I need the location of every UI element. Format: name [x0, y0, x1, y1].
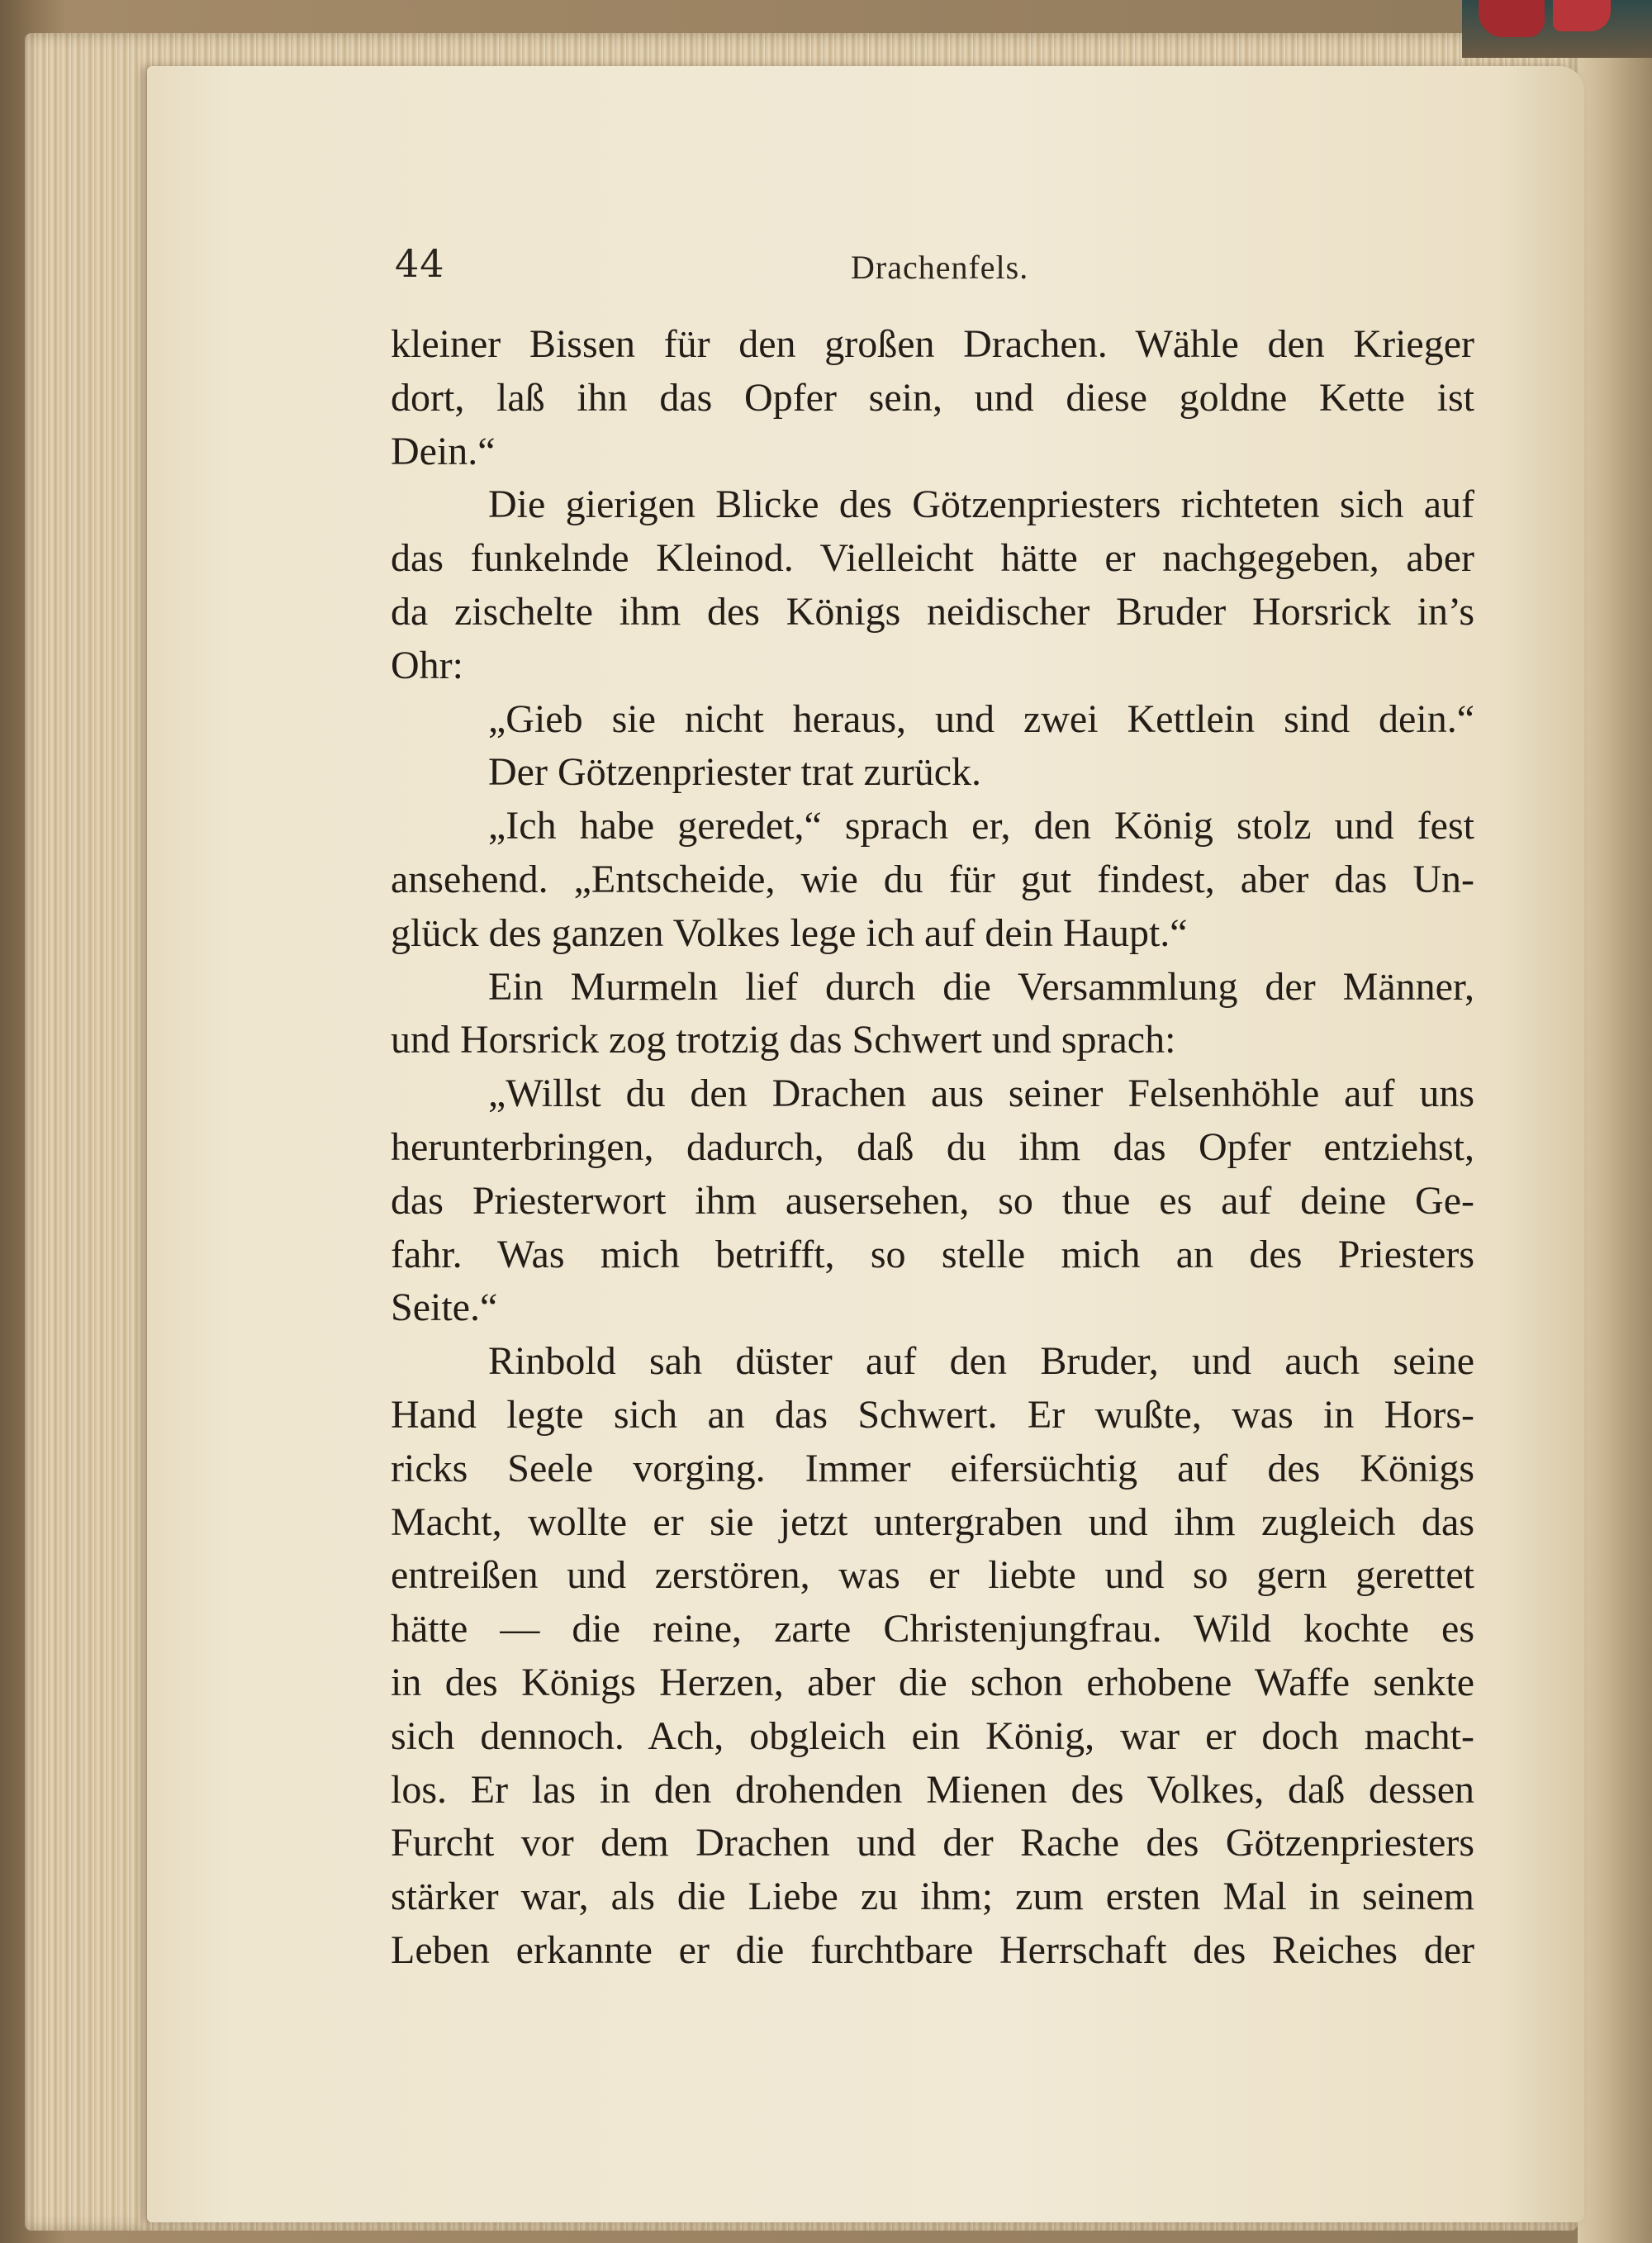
- text-line: in des Königs Herzen, aber die schon erhobene Waffe senkte: [391, 1660, 1474, 1704]
- text-line: Seite.“: [391, 1285, 498, 1330]
- text-line: Die gierigen Blicke des Götzenpriesters richteten sich auf: [488, 482, 1474, 527]
- text-line: Hand legte sich an das Schwert. Er wußte, was in Hors-: [391, 1392, 1474, 1437]
- text-line: herunterbringen, dadurch, daß du ihm das Opfer entziehst,: [391, 1124, 1474, 1169]
- text-line: Macht, wollte er sie jetzt untergraben und ihm zugleich das: [391, 1499, 1474, 1544]
- bookmark-ribbon: [1479, 0, 1545, 37]
- text-line: hätte — die reine, zarte Christenjungfrau. Wild kochte es: [391, 1607, 1474, 1651]
- text-line: Furcht vor dem Drachen und der Rache des Götzenpriesters: [391, 1821, 1474, 1865]
- page-number: 44: [395, 241, 445, 286]
- text-line: das Priesterwort ihm ausersehen, so thue es auf deine Ge-: [391, 1178, 1474, 1223]
- text-line: sich dennoch. Ach, obgleich ein König, war er doch macht-: [391, 1713, 1474, 1758]
- text-line: stärker war, als die Liebe zu ihm; zum ersten Mal in seinem: [391, 1875, 1474, 1919]
- text-line: und Horsrick zog trotzig das Schwert und sprach:: [391, 1018, 1176, 1062]
- right-page-edge: [1578, 0, 1652, 2243]
- body-text: [391, 318, 1474, 1978]
- text-line: kleiner Bissen für den großen Drachen. Wähle den Krieger: [391, 322, 1474, 366]
- text-line: dort, laß ihn das Opfer sein, und diese goldne Kette ist: [391, 375, 1474, 420]
- text-line: Ein Murmeln lief durch die Versammlung der Männer,: [488, 964, 1474, 1009]
- running-title: Drachenfels.: [851, 249, 1029, 286]
- text-line: Leben erkannte er die furchtbare Herrschaft des Reiches der: [391, 1927, 1474, 1972]
- text-line: entreißen und zerstören, was er liebte und so gern gerettet: [391, 1553, 1474, 1598]
- text-line: fahr. Was mich betrifft, so stelle mich an des Priesters: [391, 1232, 1474, 1276]
- bookmark-ribbon-fold: [1553, 0, 1611, 31]
- text-line: „Willst du den Drachen aus seiner Felsenhöhle auf uns: [488, 1072, 1474, 1116]
- text-line: da zischelte ihm des Königs neidischer Bruder Horsrick in’s: [391, 589, 1474, 634]
- text-line: ansehend. „Entscheide, wie du für gut findest, aber das Un-: [391, 857, 1474, 901]
- text-line: ricks Seele vorging. Immer eifersüchtig auf des Königs: [391, 1446, 1474, 1490]
- text-line: Rinbold sah düster auf den Bruder, und auch seine: [488, 1339, 1474, 1384]
- text-line: los. Er las in den drohenden Mienen des Volkes, daß dessen: [391, 1767, 1474, 1812]
- text-line: Der Götzenpriester trat zurück.: [488, 750, 982, 795]
- text-line: Ohr:: [391, 643, 463, 687]
- text-line: das funkelnde Kleinod. Vielleicht hätte er nachgegeben, aber: [391, 536, 1474, 581]
- text-line: „Gieb sie nicht heraus, und zwei Kettlein sind dein.“: [488, 696, 1474, 741]
- text-line: Dein.“: [391, 429, 496, 473]
- text-line: glück des ganzen Volkes lege ich auf dein Haupt.“: [391, 910, 1188, 955]
- text-line: „Ich habe geredet,“ sprach er, den König stolz und fest: [488, 804, 1474, 848]
